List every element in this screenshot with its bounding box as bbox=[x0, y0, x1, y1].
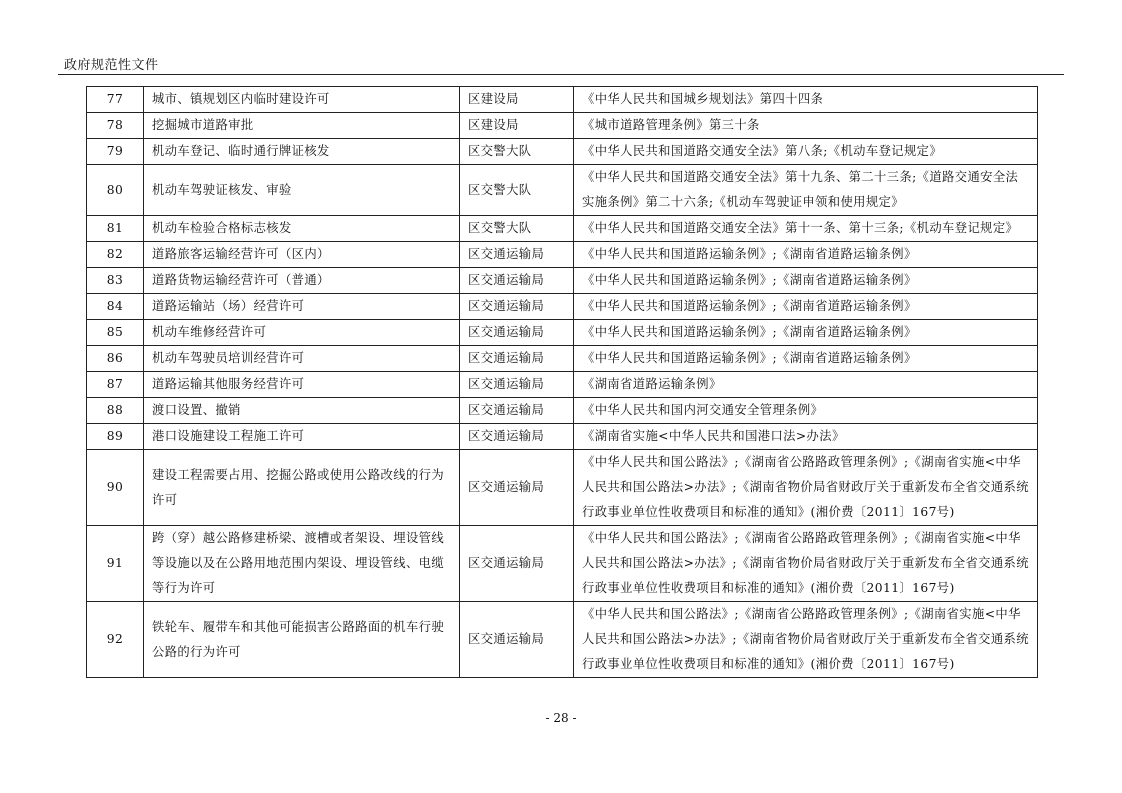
permit-name-cell: 道路货物运输经营许可（普通） bbox=[144, 268, 460, 294]
row-number-cell: 78 bbox=[87, 113, 144, 139]
legal-basis-cell: 《湖南省实施<中华人民共和国港口法>办法》 bbox=[574, 424, 1038, 450]
table-row bbox=[87, 424, 1038, 450]
table-row bbox=[87, 165, 1038, 216]
permit-name-cell: 建设工程需要占用、挖掘公路或使用公路改线的行为许可 bbox=[144, 450, 460, 526]
legal-basis-cell: 《城市道路管理条例》第三十条 bbox=[574, 113, 1038, 139]
legal-basis-cell: 《中华人民共和国道路交通安全法》第十九条、第二十三条;《道路交通安全法实施条例》第二十六条;《机动车驾驶证申领和使用规定》 bbox=[574, 165, 1038, 216]
legal-basis-cell: 《中华人民共和国道路交通安全法》第八条;《机动车登记规定》 bbox=[574, 139, 1038, 165]
permit-name-cell: 道路旅客运输经营许可（区内） bbox=[144, 242, 460, 268]
row-number-cell: 91 bbox=[87, 526, 144, 602]
row-number-cell: 77 bbox=[87, 87, 144, 113]
row-number-cell: 88 bbox=[87, 398, 144, 424]
department-cell: 区交通运输局 bbox=[460, 602, 574, 678]
department-cell: 区交通运输局 bbox=[460, 346, 574, 372]
legal-basis-cell: 《中华人民共和国道路运输条例》;《湖南省道路运输条例》 bbox=[574, 320, 1038, 346]
permit-name-cell: 机动车维修经营许可 bbox=[144, 320, 460, 346]
table-row bbox=[87, 268, 1038, 294]
department-cell: 区交通运输局 bbox=[460, 450, 574, 526]
row-number-cell: 85 bbox=[87, 320, 144, 346]
table-row bbox=[87, 320, 1038, 346]
department-cell: 区交警大队 bbox=[460, 139, 574, 165]
table-body bbox=[87, 87, 1038, 678]
department-cell: 区交通运输局 bbox=[460, 526, 574, 602]
table-row bbox=[87, 526, 1038, 602]
header-divider bbox=[58, 74, 1064, 75]
permit-name-cell: 机动车驾驶员培训经营许可 bbox=[144, 346, 460, 372]
table-row bbox=[87, 216, 1038, 242]
permit-name-cell: 渡口设置、撤销 bbox=[144, 398, 460, 424]
table-row bbox=[87, 602, 1038, 678]
row-number-cell: 90 bbox=[87, 450, 144, 526]
table-row bbox=[87, 113, 1038, 139]
department-cell: 区建设局 bbox=[460, 113, 574, 139]
legal-basis-cell: 《中华人民共和国道路运输条例》;《湖南省道路运输条例》 bbox=[574, 242, 1038, 268]
table-row bbox=[87, 450, 1038, 526]
legal-basis-cell: 《中华人民共和国道路运输条例》;《湖南省道路运输条例》 bbox=[574, 346, 1038, 372]
permit-name-cell: 港口设施建设工程施工许可 bbox=[144, 424, 460, 450]
legal-basis-cell: 《中华人民共和国道路交通安全法》第十一条、第十三条;《机动车登记规定》 bbox=[574, 216, 1038, 242]
table-row bbox=[87, 294, 1038, 320]
department-cell: 区交通运输局 bbox=[460, 372, 574, 398]
legal-basis-cell: 《中华人民共和国内河交通安全管理条例》 bbox=[574, 398, 1038, 424]
permit-name-cell: 机动车驾驶证核发、审验 bbox=[144, 165, 460, 216]
department-cell: 区交警大队 bbox=[460, 165, 574, 216]
row-number-cell: 80 bbox=[87, 165, 144, 216]
row-number-cell: 84 bbox=[87, 294, 144, 320]
row-number-cell: 92 bbox=[87, 602, 144, 678]
row-number-cell: 81 bbox=[87, 216, 144, 242]
permit-name-cell: 城市、镇规划区内临时建设许可 bbox=[144, 87, 460, 113]
table-row bbox=[87, 372, 1038, 398]
row-number-cell: 89 bbox=[87, 424, 144, 450]
table-row bbox=[87, 139, 1038, 165]
table-row bbox=[87, 242, 1038, 268]
table-row bbox=[87, 398, 1038, 424]
document-header-title: 政府规范性文件 bbox=[64, 58, 159, 73]
department-cell: 区交警大队 bbox=[460, 216, 574, 242]
table-row bbox=[87, 87, 1038, 113]
permit-name-cell: 跨（穿）越公路修建桥梁、渡槽或者架设、埋设管线等设施以及在公路用地范围内架设、埋设管线、电缆等行为许可 bbox=[144, 526, 460, 602]
legal-basis-cell: 《中华人民共和国道路运输条例》;《湖南省道路运输条例》 bbox=[574, 294, 1038, 320]
permit-items-table bbox=[86, 86, 1038, 678]
permit-name-cell: 铁轮车、履带车和其他可能损害公路路面的机车行驶公路的行为许可 bbox=[144, 602, 460, 678]
department-cell: 区交通运输局 bbox=[460, 398, 574, 424]
row-number-cell: 83 bbox=[87, 268, 144, 294]
permit-name-cell: 道路运输站（场）经营许可 bbox=[144, 294, 460, 320]
row-number-cell: 87 bbox=[87, 372, 144, 398]
department-cell: 区交通运输局 bbox=[460, 424, 574, 450]
row-number-cell: 79 bbox=[87, 139, 144, 165]
row-number-cell: 86 bbox=[87, 346, 144, 372]
legal-basis-cell: 《中华人民共和国公路法》;《湖南省公路路政管理条例》;《湖南省实施<中华人民共和国公路法>办法》;《湖南省物价局省财政厅关于重新发布全省交通系统行政事业单位性收费项目和标准的通知》(湘价费〔2011〕167号) bbox=[574, 526, 1038, 602]
permit-name-cell: 机动车登记、临时通行牌证核发 bbox=[144, 139, 460, 165]
department-cell: 区交通运输局 bbox=[460, 320, 574, 346]
department-cell: 区交通运输局 bbox=[460, 242, 574, 268]
legal-basis-cell: 《中华人民共和国公路法》;《湖南省公路路政管理条例》;《湖南省实施<中华人民共和国公路法>办法》;《湖南省物价局省财政厅关于重新发布全省交通系统行政事业单位性收费项目和标准的通知》(湘价费〔2011〕167号) bbox=[574, 602, 1038, 678]
department-cell: 区建设局 bbox=[460, 87, 574, 113]
page-number: - 28 - bbox=[545, 711, 577, 725]
row-number-cell: 82 bbox=[87, 242, 144, 268]
department-cell: 区交通运输局 bbox=[460, 268, 574, 294]
legal-basis-cell: 《中华人民共和国公路法》;《湖南省公路路政管理条例》;《湖南省实施<中华人民共和国公路法>办法》;《湖南省物价局省财政厅关于重新发布全省交通系统行政事业单位性收费项目和标准的通知》(湘价费〔2011〕167号) bbox=[574, 450, 1038, 526]
permit-name-cell: 道路运输其他服务经营许可 bbox=[144, 372, 460, 398]
table-row bbox=[87, 346, 1038, 372]
permit-name-cell: 挖掘城市道路审批 bbox=[144, 113, 460, 139]
legal-basis-cell: 《中华人民共和国道路运输条例》;《湖南省道路运输条例》 bbox=[574, 268, 1038, 294]
legal-basis-cell: 《湖南省道路运输条例》 bbox=[574, 372, 1038, 398]
department-cell: 区交通运输局 bbox=[460, 294, 574, 320]
permit-name-cell: 机动车检验合格标志核发 bbox=[144, 216, 460, 242]
legal-basis-cell: 《中华人民共和国城乡规划法》第四十四条 bbox=[574, 87, 1038, 113]
